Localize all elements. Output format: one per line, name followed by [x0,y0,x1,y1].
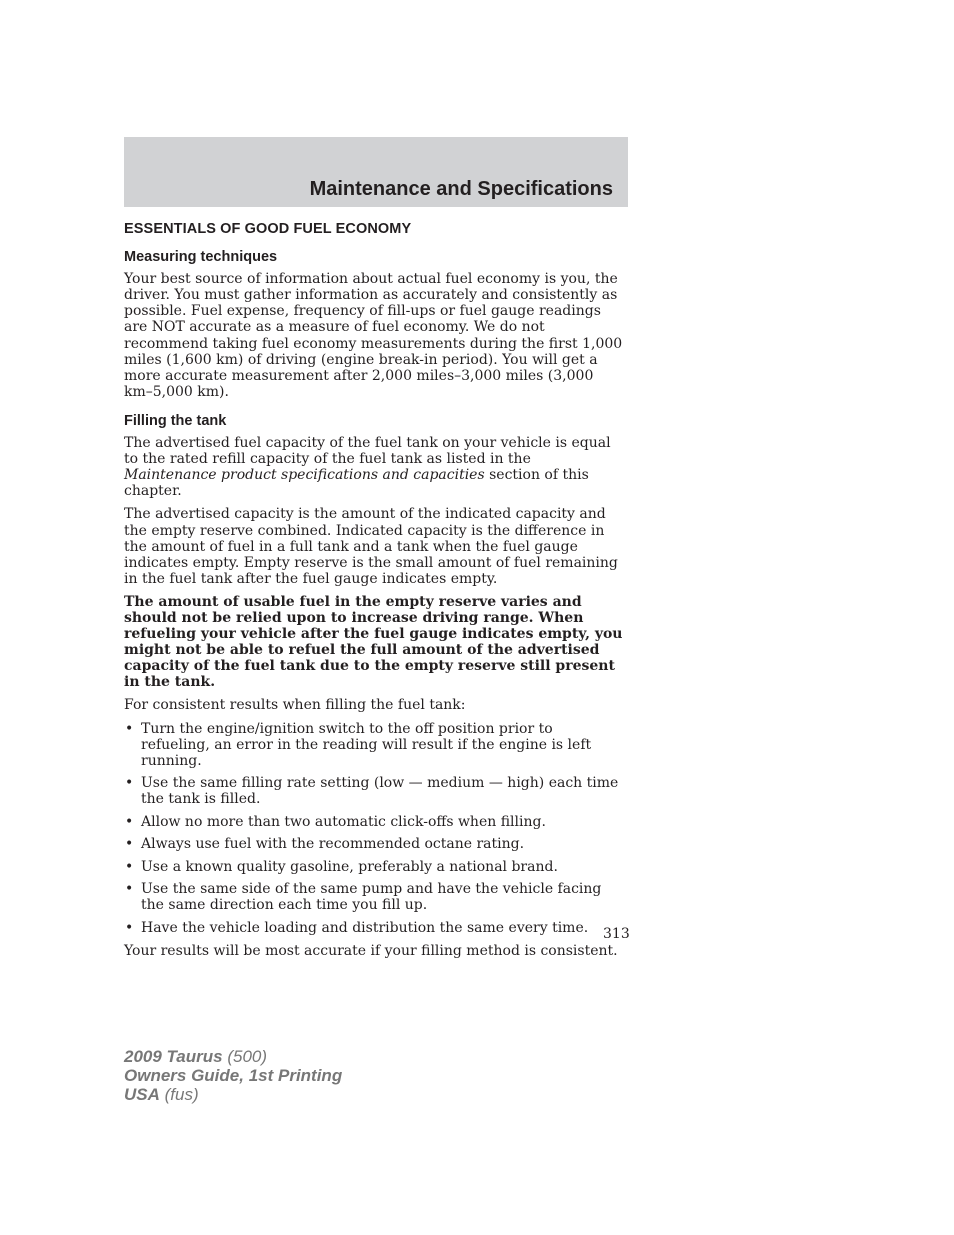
filling-paragraph-2: The advertised capacity is the amount of the indicated capacity and the empty reserve combined. Indicated capacity is the difference in the amount of fuel in a full tank and a tank when the fuel gauge indicates empty. Empty reserve is the small amount of fuel remaining in the fuel tank after the fuel gauge indicates empty. [124,506,618,587]
list-item: • Allow no more than two automatic click-offs when filling. [125,813,546,830]
bullet-icon: • [125,836,134,853]
footer-line-1: 2009 Taurus (500) [124,1047,268,1066]
filling-p1-text-end: section of this chapter. [124,467,589,500]
bullet-icon: • [125,919,134,936]
bullet-icon: • [125,720,134,737]
page-content [124,221,624,966]
measuring-paragraph: Your best source of information about actual fuel economy is you, the driver. You must gather information as accurately and consistently as possible. Fuel expense, frequency of fill-ups or fuel gauge readings are NOT accurate as a measure of fuel economy. We do not recommend taking fuel economy measurements during the first 1,000 miles (1,600 km) of driving (engine break-in period). You will get a more accurate measurement after 2,000 miles–3,000 miles (3,000 km–5,000 km). [124,271,623,400]
footer-line-3: USA (fus) [124,1085,199,1104]
chapter-title: Maintenance and Specifications [309,178,613,200]
list-item: • Use the same side of the same pump and have the vehicle facing the same direction each time you fill up. [125,881,602,914]
page-number: 313 [603,926,630,942]
filling-heading: Filling the tank [124,412,227,429]
filling-tips-list [124,721,624,936]
bullet-icon: • [125,858,134,875]
section-title: ESSENTIALS OF GOOD FUEL ECONOMY [124,221,412,237]
chapter-reference: Maintenance product specifications and capacities [124,467,485,484]
list-item: • Use a known quality gasoline, preferably a national brand. [125,858,558,875]
list-item: • Use the same filling rate setting (low — medium — high) each time the tank is filled. [125,775,619,808]
chapter-header-band [124,137,628,207]
closing-paragraph: Your results will be most accurate if your filling method is consistent. [124,942,618,959]
filling-intro: For consistent results when filling the fuel tank: [124,697,466,714]
footer-line-2: Owners Guide, 1st Printing [124,1066,343,1085]
bullet-icon: • [125,775,134,792]
filling-p1-text: The advertised fuel capacity of the fuel tank on your vehicle is equal to the rated refill capacity of the fuel tank as listed in the [124,435,611,468]
list-item: • Have the vehicle loading and distribution the same every time. [125,919,589,936]
document-footer [124,1047,342,1104]
filling-paragraph-1 [124,435,624,499]
measuring-heading: Measuring techniques [124,249,278,266]
warning-paragraph: The amount of usable fuel in the empty reserve varies and should not be relied upon to increase driving range. When refueling your vehicle after the fuel gauge indicates empty, you might not be able to refuel the full amount of the advertised capacity of the fuel tank due to the empty reserve still present in the tank. [124,593,623,691]
bullet-icon: • [125,813,134,830]
list-item: • Turn the engine/ignition switch to the off position prior to refueling, an error in the reading will result if the engine is left running. [125,720,592,769]
list-item: • Always use fuel with the recommended octane rating. [125,836,525,853]
bullet-icon: • [125,881,134,898]
